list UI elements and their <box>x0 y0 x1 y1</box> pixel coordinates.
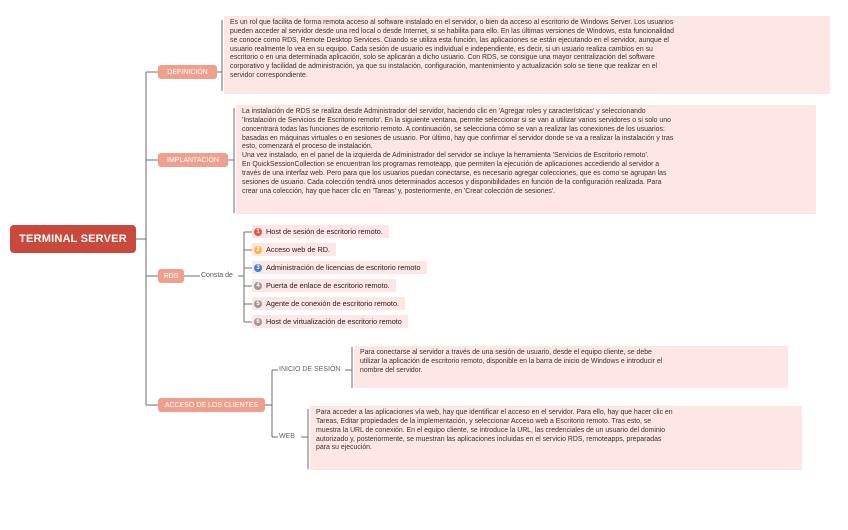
priority-1-icon: 1 <box>254 228 262 236</box>
rds-item-label: Administración de licencias de escritorio remoto <box>266 263 421 272</box>
rds-item-label: Puerta de enlace de escritorio remoto. <box>266 281 390 290</box>
note-web: Para acceder a las aplicaciones vía web, hay que identificar el acceso en el servidor. Para ello, hay que hacer clic en Tareas, Editar propiedades de la implementación, y seleccionar Acceso web a Escritorio remoto. Tras esto, se muestra la URL de conexión. En el equipo cliente, se introduce la URL, las credenciales de un usuario del dominio autorizado y, posteriormente, se muestran las aplicaciones incluidas en el servicio RDS, remoteapps, preparadas para su ejecución. <box>310 406 802 470</box>
priority-4-icon: 4 <box>254 282 262 290</box>
root-node[interactable]: TERMINAL SERVER <box>10 225 136 253</box>
rds-item[interactable] <box>252 297 405 310</box>
note-inicio-sesion: Para conectarse al servidor a través de una sesión de usuario, desde el equipo cliente, se debe utilizar la aplicación de escritorio remoto, disponible en la barra de inicio de Windows e introducir el nombre del servidor. <box>354 346 788 388</box>
rds-item[interactable] <box>252 279 396 292</box>
rds-item[interactable] <box>252 261 427 274</box>
priority-3-icon: 3 <box>254 264 262 272</box>
note-implantacion: La instalación de RDS se realiza desde Administrador del servidor, haciendo clic en 'Agregar roles y características' y seleccionando 'Instalación de Servicios de Escritorio remoto'. En la siguiente ventana, permite seleccionar si se van a utilizar varios servidores o si solo uno concentrará todas las funciones de escritorio remoto. A continuación, se selecciona cómo se van a realizar las conexiones de los usuarios: basadas en máquinas virtuales o en sesiones de usuario. Por último, hay que confirmar el servidor donde se va a realizar la instalación y tras esto, comenzará el proceso de instalación. Una vez instalado, en el panel de la izquierda de Administrador del servidor se incluye la herramienta 'Servicios de Escritorio remoto'. En QuickSessionCollection se encuentran los programas remoteapp, que permiten la ejecución de aplicaciones accediendo al servidor a través de una interfaz web. Pero para que los usuarios puedan conectarse, es necesario agregar colecciones, que es como se agrupan las sesiones de usuario. Cada colección tendrá unos determinados accesos y disponibilidades en función de la configuración realizada. Para crear una colección, hay que hacer clic en 'Tareas' y, posteriormente, en 'Crear colección de sesiones'. <box>236 105 816 214</box>
branch-definicion[interactable]: DEFINICIÓN <box>158 65 217 79</box>
priority-5-icon: 5 <box>254 300 262 308</box>
note-definicion: Es un rol que facilita de forma remota acceso al software instalado en el servidor, o bien da acceso al escritorio de Windows Server. Los usuarios pueden acceder al servidor desde una red local o desde Internet, si se habilita para ello. En las últimas versiones de Windows, esta funcionalidad se conoce como RDS, Remote Desktop Services. Cuando se utiliza esta función, las aplicaciones se están ejecutando en el servidor, aunque el usuario realmente lo vea en su equipo. Cada sesión de usuario es individual e independiente, es decir, si un usuario realiza cambios en su escritorio o en una determinada aplicación, solo se aplicarán a dicho usuario. Con RDS, se consigue una mayor centralización del software corporativo y facilidad de administración, ya que su instalación, configuración, mantenimiento y actualización solo se tiene que realizar en el servidor correspondiente. <box>224 16 830 94</box>
rds-connector-label: Consta de <box>201 272 233 279</box>
rds-item-label: Agente de conexión de escritorio remoto. <box>266 299 400 308</box>
sub-branch-web[interactable]: WEB <box>279 433 295 440</box>
sub-branch-inicio-sesion[interactable]: INICIO DE SESIÓN <box>279 366 341 373</box>
rds-item[interactable] <box>252 243 336 256</box>
rds-item[interactable] <box>252 315 408 328</box>
branch-acceso-clientes[interactable]: ACCESO DE LOS CLIENTES <box>158 398 265 412</box>
priority-6-icon: 6 <box>254 318 262 326</box>
rds-item-label: Acceso web de RD. <box>266 245 331 254</box>
priority-2-icon: 2 <box>254 246 262 254</box>
rds-item-label: Host de sesión de escritorio remoto. <box>266 227 383 236</box>
rds-item-label: Host de virtualización de escritorio remoto <box>266 317 402 326</box>
branch-implantacion[interactable]: IMPLANTACIÓN <box>158 153 228 167</box>
branch-rds[interactable]: RDS <box>158 269 184 283</box>
rds-item[interactable] <box>252 225 389 238</box>
